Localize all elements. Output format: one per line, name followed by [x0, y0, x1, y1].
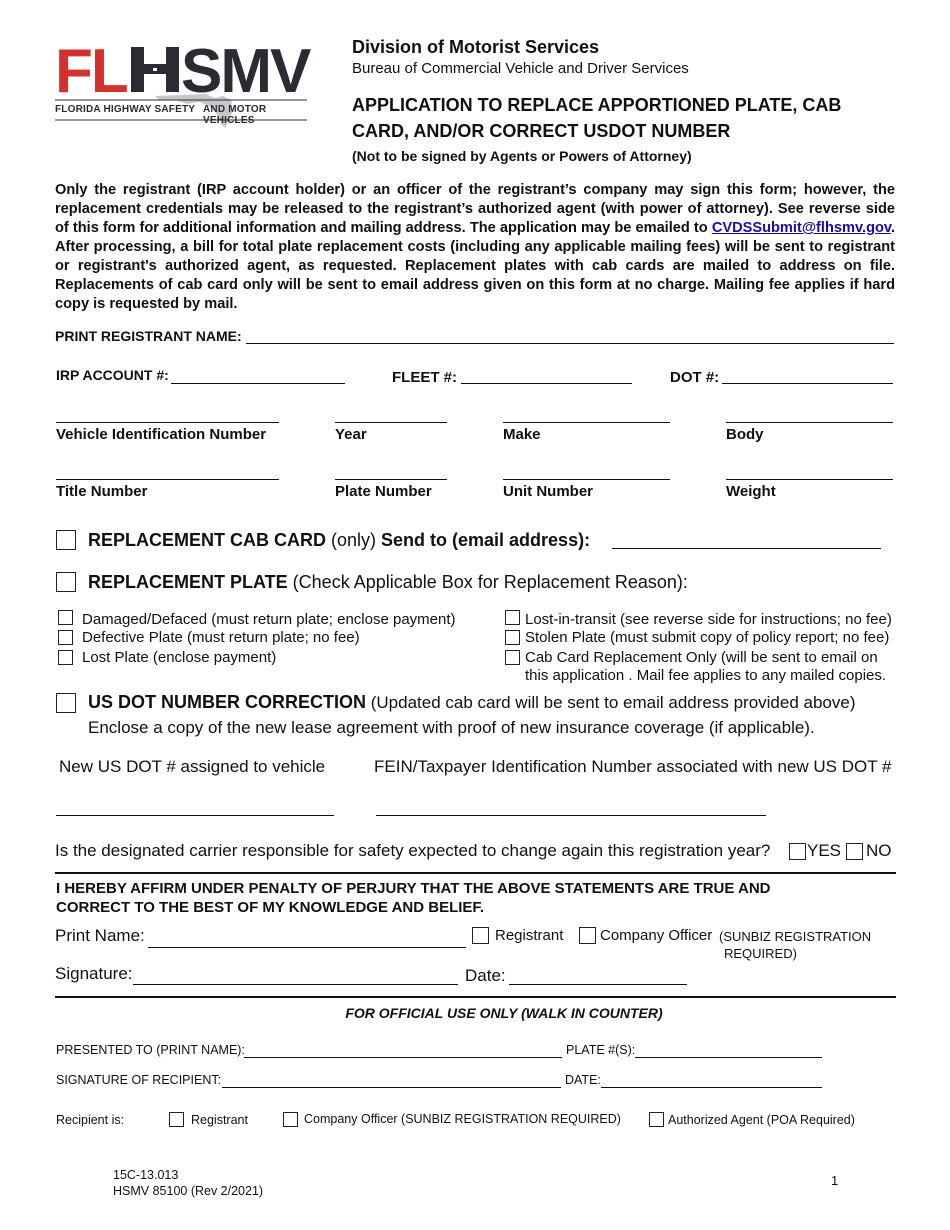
- reason-stolen-checkbox[interactable]: [505, 630, 520, 645]
- body-label: Body: [726, 426, 764, 443]
- presented-to-label: PRESENTED TO (PRINT NAME):: [56, 1043, 245, 1057]
- company-officer-label: Company Officer: [600, 927, 713, 944]
- affirm-line1: I HEREBY AFFIRM UNDER PENALTY OF PERJURY THAT THE ABOVE STATEMENTS ARE TRUE AND: [56, 880, 771, 897]
- signature-recipient-label: SIGNATURE OF RECIPIENT:: [56, 1073, 222, 1087]
- reason-defective-checkbox[interactable]: [58, 630, 73, 645]
- form-title-line1: APPLICATION TO REPLACE APPORTIONED PLATE, CAB: [352, 95, 842, 115]
- dot-correction-label: US DOT NUMBER CORRECTION (Updated cab card will be sent to email address provided above): [88, 692, 856, 712]
- unit-number-field[interactable]: [503, 479, 670, 480]
- irp-account-label: IRP ACCOUNT #:: [56, 367, 169, 383]
- dot-label: DOT #:: [670, 369, 720, 386]
- weight-field[interactable]: [726, 479, 893, 480]
- official-use-heading: FOR OFFICIAL USE ONLY (WALK IN COUNTER): [345, 1005, 663, 1021]
- reason-lost-label: Lost Plate (enclose payment): [82, 649, 277, 666]
- carrier-no-label: NO: [866, 841, 892, 860]
- recipient-is-label: Recipient is:: [56, 1113, 125, 1127]
- weight-label: Weight: [726, 483, 776, 500]
- plate-number-label: Plate Number: [335, 483, 432, 500]
- svg-text:FL: FL: [55, 38, 127, 106]
- recipient-registrant-checkbox[interactable]: [169, 1112, 184, 1127]
- divider-bottom: [55, 996, 896, 998]
- replacement-plate-label: REPLACEMENT PLATE (Check Applicable Box for Replacement Reason):: [88, 572, 688, 592]
- reason-cab-card-only-continuation: this application . Mail fee applies to any mailed copies.: [525, 667, 887, 684]
- registrant-label: Registrant: [495, 927, 564, 944]
- irp-account-field[interactable]: [171, 383, 345, 384]
- recipient-registrant-label: Registrant: [191, 1113, 248, 1127]
- divider-top: [55, 872, 896, 874]
- fleet-label: FLEET #:: [392, 369, 458, 386]
- signature-field[interactable]: [133, 984, 458, 985]
- form-code: 15C-13.013: [113, 1168, 179, 1182]
- plate-number-field[interactable]: [335, 479, 447, 480]
- dot-field[interactable]: [722, 383, 893, 384]
- intro-paragraph: Only the registrant (IRP account holder) or an officer of the registrant’s company may sign this form; however, the replacement credentials may be released to the registrant’s authorized agent (with power of attorney). See reverse side of this form for additional information and mailing address. The application may be emailed to CVDSSubmit@flhsmv.gov. After processing, a bill for total plate replacement costs (including any applicable mailing fees) will be sent to registrant or registrant's authorized agent, as requested. Replacement plates with cab cards are mailed to address on file. Replacements of cab card only will be sent to email address given on this form at no charge. Mailing fee applies if hard copy is requested by mail.: [55, 182, 895, 312]
- new-dot-label: New US DOT # assigned to vehicle: [59, 757, 326, 776]
- reason-defective-label: Defective Plate (must return plate; no fee): [82, 629, 360, 646]
- page-number: 1: [831, 1173, 839, 1188]
- new-dot-field[interactable]: [56, 815, 334, 816]
- company-officer-checkbox[interactable]: [579, 927, 596, 944]
- plates-field[interactable]: [635, 1057, 822, 1058]
- body-field[interactable]: [726, 422, 893, 423]
- cab-card-email-field[interactable]: [612, 548, 881, 549]
- reason-damaged-label: Damaged/Defaced (must return plate; enclose payment): [82, 611, 456, 628]
- reason-lost-in-transit-label: Lost-in-transit (see reverse side for instructions; no fee): [525, 611, 892, 628]
- registrant-name-field[interactable]: [246, 343, 894, 344]
- official-date-label: DATE:: [565, 1073, 601, 1087]
- reason-damaged-checkbox[interactable]: [58, 610, 73, 625]
- registrant-name-label: PRINT REGISTRANT NAME:: [55, 328, 242, 344]
- dot-correction-checkbox[interactable]: [56, 693, 76, 713]
- sunbiz-note-line1: (SUNBIZ REGISTRATION: [719, 929, 872, 944]
- recipient-agent-checkbox[interactable]: [649, 1112, 664, 1127]
- fein-label: FEIN/Taxpayer Identification Number associated with new US DOT #: [374, 757, 892, 776]
- make-label: Make: [503, 426, 541, 443]
- reason-cab-card-only-label: Cab Card Replacement Only (will be sent to email on: [525, 649, 878, 666]
- flhsmv-logo: [55, 38, 313, 130]
- logo-tagline-left: FLORIDA HIGHWAY SAFETY: [55, 104, 196, 115]
- carrier-no-checkbox[interactable]: [846, 843, 863, 860]
- recipient-officer-checkbox[interactable]: [283, 1112, 298, 1127]
- logo-tagline-right: AND MOTOR VEHICLES: [203, 104, 267, 126]
- cab-card-label: REPLACEMENT CAB CARD (only) Send to (email address):: [88, 530, 591, 550]
- reason-stolen-label: Stolen Plate (must submit copy of policy report; no fee): [525, 629, 890, 646]
- fein-field[interactable]: [376, 815, 766, 816]
- reason-lost-checkbox[interactable]: [58, 650, 73, 665]
- signature-recipient-field[interactable]: [222, 1087, 561, 1088]
- division-title: Division of Motorist Services: [352, 37, 600, 57]
- submit-email-link[interactable]: CVDSSubmit@flhsmv.gov: [711, 220, 891, 236]
- carrier-question: Is the designated carrier responsible for safety expected to change again this registration year?: [55, 841, 771, 860]
- official-date-field[interactable]: [601, 1087, 822, 1088]
- carrier-yes-checkbox[interactable]: [789, 843, 806, 860]
- carrier-yes-label: YES: [807, 841, 842, 860]
- presented-to-field[interactable]: [244, 1057, 562, 1058]
- make-field[interactable]: [503, 422, 670, 423]
- vin-label: Vehicle Identification Number: [56, 426, 267, 443]
- affirm-line2: CORRECT TO THE BEST OF MY KNOWLEDGE AND BELIEF.: [56, 899, 485, 916]
- unit-number-label: Unit Number: [503, 483, 593, 500]
- year-field[interactable]: [335, 422, 447, 423]
- date-label: Date:: [465, 966, 506, 985]
- bureau-title: Bureau of Commercial Vehicle and Driver Services: [352, 60, 689, 77]
- recipient-agent-label: Authorized Agent (POA Required): [668, 1113, 855, 1127]
- print-name-field[interactable]: [148, 947, 466, 948]
- vin-field[interactable]: [56, 422, 279, 423]
- title-number-field[interactable]: [56, 479, 279, 480]
- recipient-officer-label: Company Officer (SUNBIZ REGISTRATION REQUIRED): [304, 1112, 621, 1126]
- form-number: HSMV 85100 (Rev 2/2021): [113, 1184, 264, 1198]
- signature-label: Signature:: [55, 964, 133, 983]
- replacement-plate-checkbox[interactable]: [56, 572, 76, 592]
- cab-card-checkbox[interactable]: [56, 530, 76, 550]
- title-number-label: Title Number: [56, 483, 148, 500]
- reason-cab-card-only-checkbox[interactable]: [505, 650, 520, 665]
- print-name-label: Print Name:: [55, 926, 145, 945]
- dot-correction-enclose-note: Enclose a copy of the new lease agreement with proof of new insurance coverage (if applicable).: [88, 718, 815, 737]
- date-field[interactable]: [509, 984, 687, 985]
- sunbiz-note-line2: REQUIRED): [724, 946, 797, 961]
- svg-text:SMV: SMV: [181, 38, 310, 106]
- fleet-field[interactable]: [461, 383, 632, 384]
- year-label: Year: [335, 426, 367, 443]
- plates-label: PLATE #(S):: [566, 1043, 636, 1057]
- registrant-checkbox[interactable]: [472, 927, 489, 944]
- form-title-line2: CARD, AND/OR CORRECT USDOT NUMBER: [352, 121, 731, 141]
- form-subtitle: (Not to be signed by Agents or Powers of Attorney): [352, 148, 692, 164]
- reason-lost-in-transit-checkbox[interactable]: [505, 610, 520, 625]
